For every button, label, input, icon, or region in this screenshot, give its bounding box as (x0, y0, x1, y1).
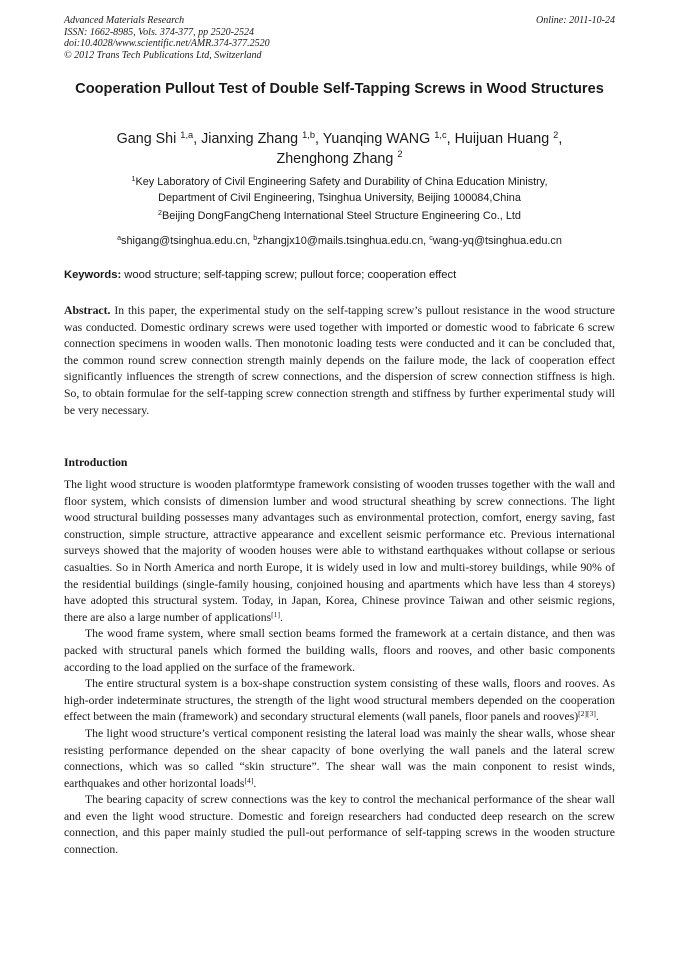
author-affiliation-mark: 2 (553, 129, 559, 140)
paragraph-text: The light wood structure is wooden platformtype framework consisting of wooden trusses together with the wall and floor system, which consists of dimension lumber and wood structural sheathing by screw connections. The light wood structural building possesses many advantages such as environmental protection, comfort, energy saving, fast construction, simple structure, attractive appearance and excellent seismic performance etc. Previous international surveys showed that the majority of wooden houses were able to withstand earthquakes without collapse or serious casualties. So in North America and north Europe, it is widely used in low and multi-storey buildings, while 90% of the residential buildings (single-family housing, conjoined housing and apartments which have less than 4 storeys) have adopted this structural system. Today, in Japan, Korea, Chinese province Taiwan and other seismic regions, there are also a large number of applications (64, 478, 615, 624)
email-mark: b (253, 234, 258, 243)
copyright-line: © 2012 Trans Tech Publications Ltd, Switzerland (64, 49, 262, 61)
abstract-label: Abstract. (64, 304, 111, 317)
paragraph (64, 726, 615, 792)
author-emails (64, 234, 615, 250)
paragraph (64, 792, 615, 858)
paragraph-end: . (280, 610, 283, 624)
author-name: Gang Shi (116, 131, 177, 147)
affiliation-1 (64, 175, 615, 206)
citation: [1] (271, 609, 281, 619)
author-name: Zhenghong Zhang (276, 150, 394, 167)
author-name: Jianxing Zhang (201, 131, 299, 147)
author-affiliation-mark: 1,a (180, 129, 194, 140)
paragraph-text: The entire structural system is a box-shape construction system consisting of these walls, floors and rooves. As high-order indeterminate structures, the strength of the light wood structural members depended on the cooperation effect between the main (framework) and secondary structural elements (wall panels, floor panels and rooves) (64, 677, 615, 724)
affiliation-mark: 1 (131, 175, 136, 184)
paragraph-text: The bearing capacity of screw connections was the key to control the mechanical performance of the shear wall and even the light wood structure. Domestic and foreign researchers had conducted deep research on the screw connection, and this paper mainly studied the pull-out performance of self-tapping screws in the wooden structure connection. (64, 793, 615, 857)
paragraph (64, 626, 615, 676)
journal-name: Advanced Materials Research (64, 15, 185, 26)
author-list (64, 130, 615, 169)
abstract-text: In this paper, the experimental study on the self-tapping screw’s pullout resistance in the wood structure was conducted. Domestic ordinary screws were used together with imported or domestic wood to fabricate 6 screw connection specimens in wooden walls. Then monotonic loading tests were conducted and it can be concluded that, the common round screw connection strength mainly depends on the failure mode, the lack of cooperation effect significantly influences the strength of screw connections, and the dispersion of screw connection stiffness is high. So, to obtain formulae for the self-tapping screw connection strength and stiffness by further experimental study will be very necessary. (64, 304, 615, 417)
author-affiliation-mark: 2 (397, 149, 403, 160)
abstract (64, 303, 615, 419)
affiliation-text: Beijing DongFangCheng International Steel Structure Engineering Co., Ltd (161, 210, 521, 222)
author-affiliation-mark: 1,b (302, 129, 315, 140)
introduction-body (64, 477, 615, 859)
keywords-label: Keywords: (64, 269, 122, 281)
citation: [4] (244, 775, 254, 785)
online-date: Online: 2011-10-24 (536, 15, 615, 26)
email-mark: a (117, 234, 122, 243)
affiliation-text: Key Laboratory of Civil Engineering Safety and Durability of China Education Ministry, (135, 176, 548, 188)
affiliation-text: Department of Civil Engineering, Tsinghua University, Beijing 100084,China (158, 191, 521, 204)
section-heading-introduction: Introduction (64, 456, 128, 469)
author-name: Huijuan Huang (454, 131, 550, 147)
paragraph (64, 676, 615, 726)
keywords-text: wood structure; self-tapping screw; pullout force; cooperation effect (121, 269, 457, 281)
author-name: Yuanqing WANG (322, 131, 431, 147)
citation: [2][3] (578, 709, 596, 719)
paper-title: Cooperation Pullout Test of Double Self-Tapping Screws in Wood Structures (75, 81, 604, 97)
author-separator: , (558, 131, 563, 147)
email-mark: c (429, 234, 433, 243)
author-affiliation-mark: 1,c (434, 129, 447, 140)
email-address: wang-yq@tsinghua.edu.cn (432, 235, 562, 247)
affiliation-2 (64, 209, 615, 225)
paragraph-text: The wood frame system, where small section beams formed the framework at a certain distance, and then was packed with structural panels which formed the building walls, floors and rooves, and other basic components according to the load applied on the surface of the framework. (64, 627, 615, 674)
journal-header (64, 15, 615, 61)
email-address: shigang@tsinghua.edu.cn, (121, 235, 254, 247)
affiliation-mark: 2 (158, 209, 162, 218)
author-separator: , (315, 131, 323, 147)
author-separator: , (446, 131, 455, 147)
paragraph-text: The light wood structure’s vertical component resisting the lateral load was mainly the shear walls, whose shear resisting performance depended on the shear capacity of bone overlying the wall panels and the lateral screw connections, which was so called “skin structure”. The shear wall was the main conponent to resist winds, earthquakes and other horizontal loads (64, 726, 615, 790)
issn-line: ISSN: 1662-8985, Vols. 374-377, pp 2520-2524 (64, 26, 254, 38)
email-address: zhangjx10@mails.tsinghua.edu.cn, (257, 235, 430, 247)
paragraph-end: . (253, 776, 257, 790)
author-separator: , (193, 131, 202, 147)
doi-line: doi:10.4028/www.scientific.net/AMR.374-377.2520 (64, 38, 270, 50)
paragraph (64, 477, 615, 626)
paragraph-end: . (595, 710, 599, 724)
keywords (64, 268, 615, 283)
